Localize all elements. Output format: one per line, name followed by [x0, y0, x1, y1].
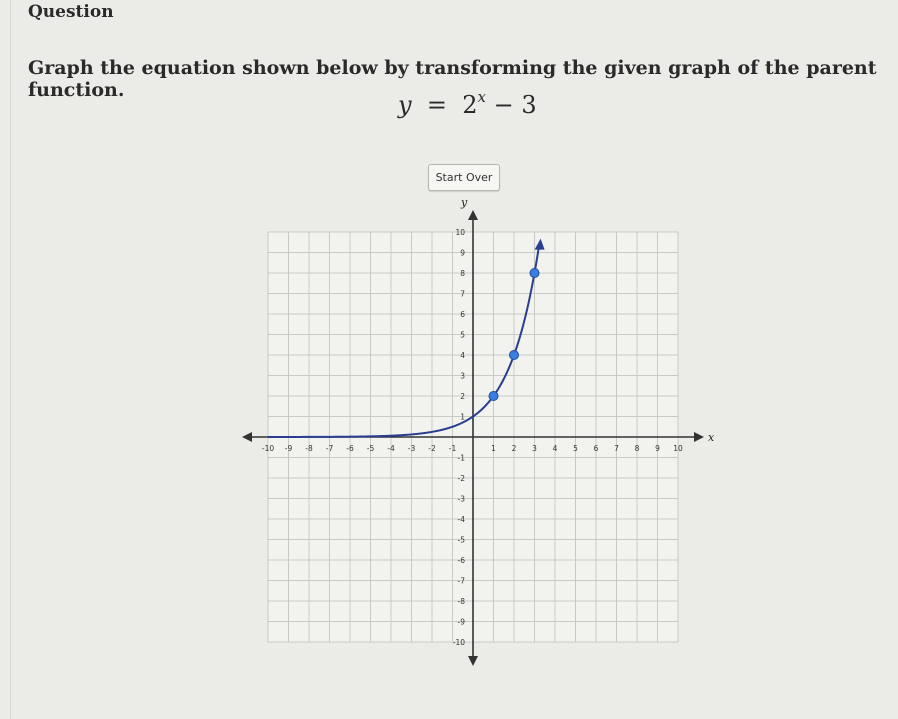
y-tick-label: 6 [460, 310, 465, 319]
curve-point[interactable] [530, 269, 539, 278]
y-axis-arrow-down-icon [468, 656, 478, 666]
x-tick-label: 3 [532, 444, 537, 453]
y-tick-label: -2 [457, 474, 465, 483]
x-tick-label: 5 [573, 444, 578, 453]
y-tick-label: 7 [460, 289, 465, 299]
y-tick-label: -7 [457, 576, 465, 586]
question-prompt: Graph the equation shown below by transforming the given graph of the parent function. [28, 57, 877, 101]
curve-point[interactable] [489, 392, 498, 401]
x-tick-label: 6 [593, 444, 599, 453]
y-tick-label: 8 [460, 269, 465, 278]
x-tick-label: -10 [261, 444, 275, 453]
x-tick-label: -1 [448, 444, 457, 453]
y-axis-label: y [461, 196, 468, 209]
start-over-button[interactable]: Start Over [428, 164, 500, 191]
x-tick-label: 1 [491, 444, 496, 453]
x-tick-label: 2 [511, 444, 517, 453]
y-axis-arrow-up-icon [468, 210, 478, 220]
x-tick-label: -5 [366, 444, 375, 453]
x-tick-label: -3 [407, 444, 416, 453]
y-tick-label: -10 [452, 638, 465, 647]
y-tick-label: 2 [460, 392, 465, 401]
x-tick-label: 7 [614, 444, 619, 453]
equation-lhs: y [398, 91, 412, 119]
x-tick-label: 9 [655, 444, 660, 453]
x-tick-label: 10 [673, 444, 683, 453]
x-tick-label: -7 [325, 444, 334, 453]
y-tick-label: 4 [460, 351, 465, 360]
y-tick-label: -6 [457, 556, 465, 565]
y-tick-label: -4 [457, 515, 465, 524]
y-tick-label: 3 [460, 371, 465, 381]
x-tick-label: 4 [552, 444, 558, 453]
y-tick-label: -3 [457, 494, 465, 504]
y-tick-label: -9 [457, 617, 465, 627]
equation-exponent: x [477, 88, 486, 106]
x-tick-label: -9 [284, 444, 293, 453]
equation-base: 2 [462, 91, 478, 119]
x-axis-label: x [708, 431, 715, 444]
y-tick-label: -8 [457, 597, 465, 606]
x-tick-label: -4 [387, 444, 395, 453]
y-tick-label: 1 [460, 412, 465, 422]
x-tick-label: -8 [305, 444, 313, 453]
x-axis-arrow-left-icon [242, 432, 252, 442]
y-tick-label: -5 [457, 535, 465, 545]
y-tick-label: 10 [455, 228, 465, 237]
y-tick-label: 9 [460, 248, 465, 258]
x-axis-arrow-right-icon [694, 432, 704, 442]
x-tick-label: -2 [428, 444, 436, 453]
question-header: Question [28, 2, 114, 22]
x-tick-label: -6 [346, 444, 354, 453]
equation-equals: = [426, 91, 447, 119]
y-tick-label: 5 [460, 330, 465, 340]
equation-rest: − 3 [493, 91, 537, 119]
x-tick-label: 8 [634, 444, 640, 453]
y-tick-label: -1 [457, 453, 465, 463]
curve-point[interactable] [510, 351, 519, 360]
